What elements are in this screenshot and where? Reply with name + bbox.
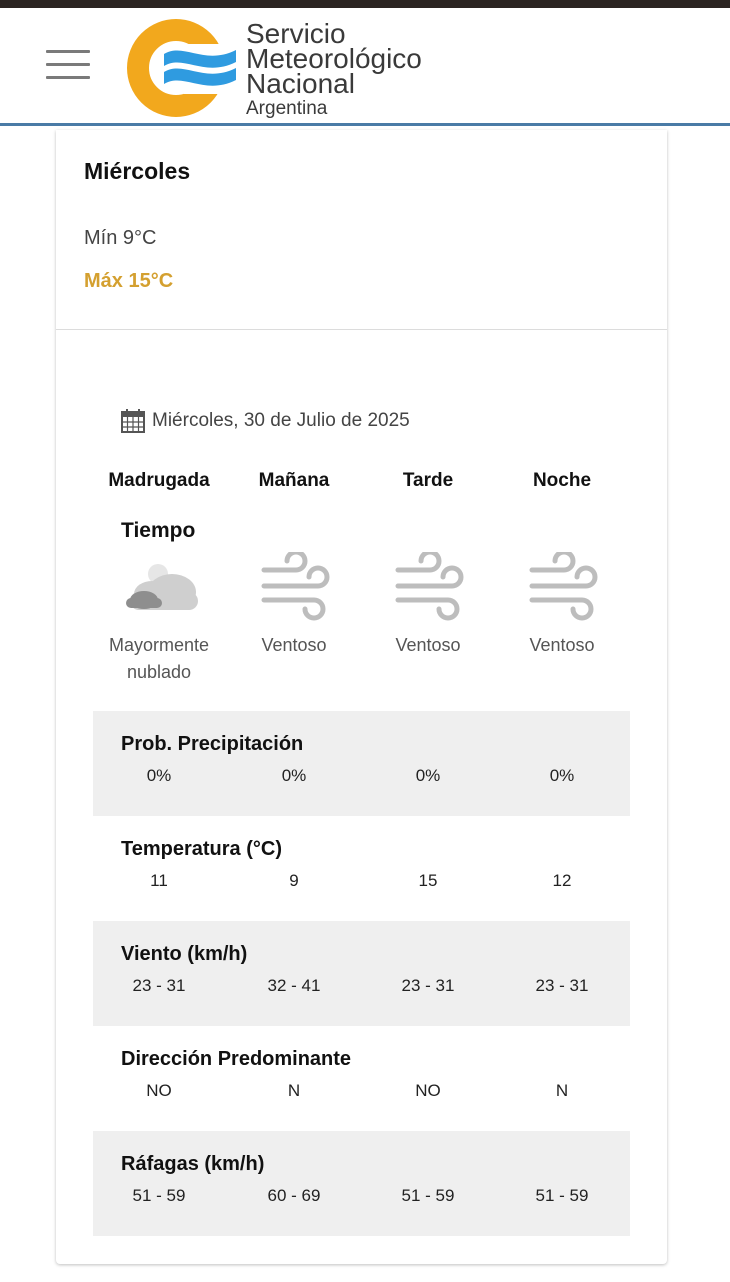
- row-title: Viento (km/h): [121, 943, 248, 965]
- mostly-cloudy-night-icon: [122, 552, 202, 624]
- row-direction: [93, 1026, 630, 1131]
- tiempo-label: Tiempo: [121, 519, 196, 542]
- windy-icon: [256, 552, 336, 624]
- period-madrugada: Madrugada: [108, 470, 210, 491]
- min-temperature: Mín 9°C: [84, 227, 157, 249]
- row-value: 23 - 31: [535, 976, 589, 995]
- row-value: 60 - 69: [267, 1186, 321, 1205]
- date-text: Miércoles, 30 de Julio de 2025: [152, 410, 410, 431]
- row-value: 0%: [549, 766, 575, 785]
- weather-desc-madrugada: [94, 632, 224, 686]
- logo-text-argentina: Argentina: [246, 98, 328, 119]
- row-precipitation: [93, 711, 630, 816]
- smn-logo[interactable]: [124, 14, 464, 118]
- forecast-card: [56, 130, 667, 1264]
- row-wind: [93, 921, 630, 1026]
- period-tarde: Tarde: [402, 470, 454, 491]
- weather-desc-noche: [497, 632, 627, 659]
- row-value: 0%: [146, 766, 172, 785]
- row-value: 23 - 31: [132, 976, 186, 995]
- calendar-icon: [120, 408, 146, 434]
- max-temperature: Máx 15°C: [84, 270, 174, 292]
- windy-icon: [390, 552, 470, 624]
- smn-logo-mark: [124, 14, 244, 118]
- row-value: N: [555, 1081, 569, 1100]
- row-value: NO: [146, 1081, 172, 1100]
- logo-text-servicio: Servicio: [246, 18, 346, 49]
- row-value: 51 - 59: [401, 1186, 455, 1205]
- logo-text-meteorologico: Meteorológico: [246, 43, 422, 74]
- row-gusts: [93, 1131, 630, 1236]
- row-value: 51 - 59: [132, 1186, 186, 1205]
- day-title: Miércoles: [84, 158, 191, 184]
- row-value: 23 - 31: [401, 976, 455, 995]
- menu-icon[interactable]: [46, 50, 90, 82]
- weather-desc-tarde: [363, 632, 493, 659]
- weather-desc-line: Ventoso: [529, 635, 595, 655]
- row-value: N: [287, 1081, 301, 1100]
- period-manana: Mañana: [258, 470, 330, 491]
- row-value: NO: [415, 1081, 441, 1100]
- period-noche: Noche: [532, 470, 592, 491]
- row-value: 32 - 41: [267, 976, 321, 995]
- row-value: 12: [552, 871, 572, 890]
- windy-icon: [524, 552, 604, 624]
- row-title: Ráfagas (km/h): [121, 1153, 265, 1175]
- weather-desc-line: Ventoso: [395, 635, 461, 655]
- row-value: 11: [150, 871, 168, 890]
- day-summary: [56, 130, 667, 330]
- weather-desc-line: Ventoso: [261, 635, 327, 655]
- weather-desc-line: nublado: [126, 662, 192, 682]
- row-temperature: [93, 816, 630, 921]
- row-value: 0%: [415, 766, 441, 785]
- logo-text-nacional: Nacional: [246, 68, 355, 99]
- weather-desc-manana: [229, 632, 359, 659]
- row-value: 51 - 59: [535, 1186, 589, 1205]
- row-value: 0%: [281, 766, 307, 785]
- weather-desc-line: Mayormente: [108, 635, 210, 655]
- site-header: [0, 8, 730, 126]
- row-value: 15: [418, 871, 438, 890]
- row-title: Temperatura (°C): [121, 838, 282, 860]
- status-bar: [0, 0, 730, 8]
- row-title: Dirección Predominante: [121, 1048, 352, 1070]
- row-title: Prob. Precipitación: [121, 733, 304, 755]
- row-value: 9: [289, 871, 299, 890]
